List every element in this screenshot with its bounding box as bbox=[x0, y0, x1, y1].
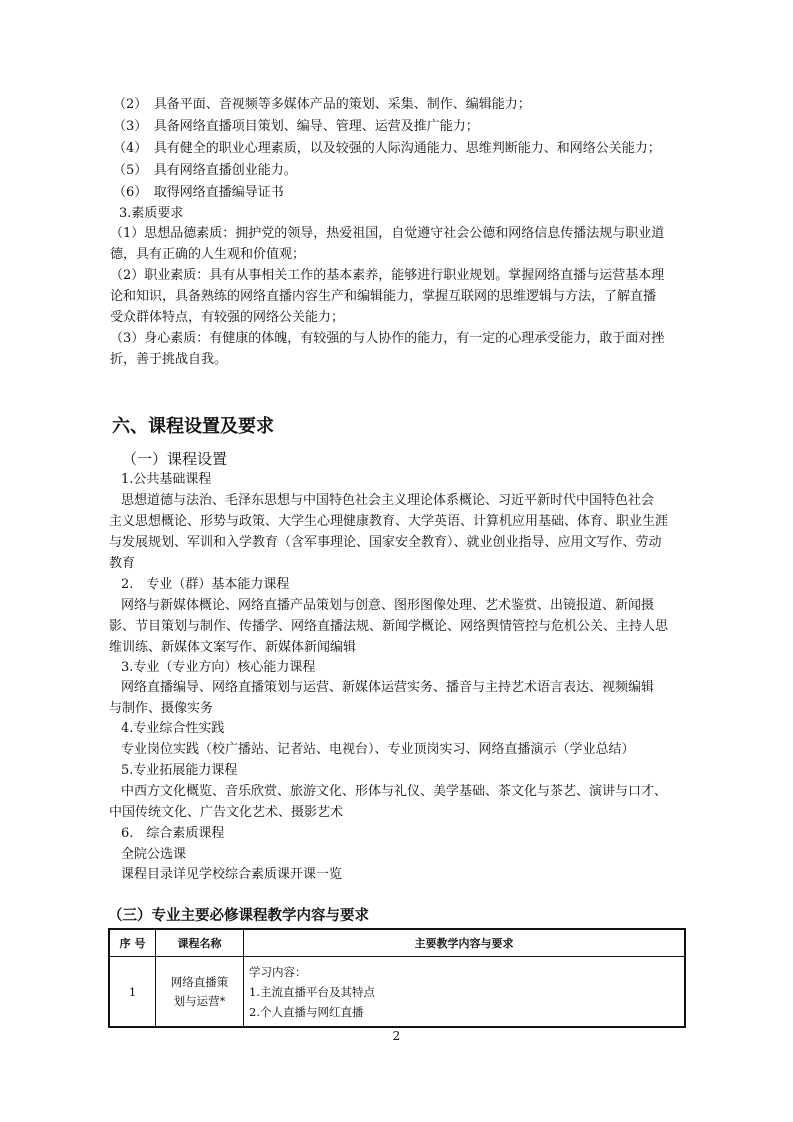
ability-item: （4） 具有健全的职业心理素质，以及较强的人际沟通能力、思维判断能力、和网络公关能力； bbox=[113, 141, 661, 156]
content-line: 2.个人直播与网红直播 bbox=[249, 1005, 364, 1019]
course-line: 教育 bbox=[109, 556, 136, 571]
subsection-title: （三）专业主要必修课程教学内容与要求 bbox=[108, 908, 369, 924]
course-content-cell bbox=[244, 957, 686, 1028]
section-title: 六、课程设置及要求 bbox=[112, 416, 274, 437]
col-header-content: 主要教学内容与要求 bbox=[244, 929, 686, 957]
course-name-line: 划与运营* bbox=[173, 993, 226, 1008]
subsection-title: （一）课程设置 bbox=[122, 450, 228, 468]
course-line: 全院公选课 bbox=[121, 847, 187, 862]
table-row bbox=[109, 957, 685, 1028]
quality-line: 德，具有正确的人生观和价值观； bbox=[110, 247, 306, 262]
course-category: 1.公共基础课程 bbox=[121, 472, 212, 487]
ability-item: （6） 取得网络直播编导证书 bbox=[113, 185, 284, 200]
course-name-cell bbox=[156, 957, 244, 1028]
quality-line: 论和知识，具备熟练的网络直播内容生产和编辑能力，掌握互联网的思维逻辑与方法，了解直播 bbox=[110, 289, 657, 304]
course-line: 课程目录详见学校综合素质课开课一览 bbox=[121, 867, 343, 882]
ability-item: （3） 具备网络直播项目策划、编导、管理、运营及推广能力； bbox=[113, 119, 479, 134]
course-line: 中西方文化概览、音乐欣赏、旅游文化、形体与礼仪、美学基础、茶文化与茶艺、演讲与口才、 bbox=[121, 784, 668, 799]
ability-item: （2） 具备平面、音视频等多媒体产品的策划、采集、制作、编辑能力； bbox=[113, 97, 531, 112]
course-line: 思想道德与法治、毛泽东思想与中国特色社会主义理论体系概论、习近平新时代中国特色社会 bbox=[121, 493, 655, 508]
quality-heading: 3.素质要求 bbox=[119, 206, 184, 221]
course-line: 网络直播编导、网络直播策划与运营、新媒体运营实务、播音与主持艺术语言表达、视频编辑 bbox=[121, 680, 655, 695]
content-line: 1.主流直播平台及其特点 bbox=[249, 985, 375, 999]
course-category: 4.专业综合性实践 bbox=[121, 721, 225, 736]
course-category: 6. 综合素质课程 bbox=[121, 826, 225, 841]
course-category: 5.专业拓展能力课程 bbox=[121, 763, 238, 778]
page-number: 2 bbox=[392, 1029, 401, 1043]
quality-line: （2）职业素质：具有从事相关工作的基本素养，能够进行职业规划。掌握网络直播与运营基本理 bbox=[110, 268, 665, 283]
course-line: 主义思想概论、形势与政策、大学生心理健康教育、大学英语、计算机应用基础、体育、职业生涯 bbox=[109, 514, 669, 529]
row-number: 1 bbox=[109, 957, 156, 1028]
course-line: 维训练、新媒体文案写作、新媒体新闻编辑 bbox=[109, 640, 357, 655]
content-line: 学习内容： bbox=[249, 965, 307, 979]
table-header-row bbox=[109, 929, 685, 957]
col-header-course-name: 课程名称 bbox=[156, 929, 244, 957]
course-name-line: 网络直播策 bbox=[170, 974, 229, 989]
ability-item: （5） 具有网络直播创业能力。 bbox=[113, 163, 297, 178]
quality-line: 受众群体特点，有较强的网络公关能力； bbox=[110, 310, 345, 325]
course-category: 3.专业（专业方向）核心能力课程 bbox=[121, 660, 316, 675]
course-line: 专业岗位实践（校广播站、记者站、电视台）、专业顶岗实习、网络直播演示（学业总结） bbox=[121, 742, 635, 757]
quality-line: 折，善于挑战自我。 bbox=[110, 352, 228, 367]
quality-line: （1）思想品德素质：拥护党的领导，热爱祖国，自觉遵守社会公德和网络信息传播法规与职业道 bbox=[110, 226, 665, 241]
course-line: 影、节目策划与制作、传播学、网络直播法规、新闻学概论、网络舆情管控与危机公关、主持人思 bbox=[109, 619, 669, 634]
course-line: 与发展规划、军训和入学教育（含军事理论、国家安全教育）、就业创业指导、应用文写作、劳动 bbox=[109, 535, 662, 550]
quality-line: （3）身心素质：有健康的体魄，有较强的与人协作的能力，有一定的心理承受能力，敢于面对挫 bbox=[110, 331, 665, 346]
course-category: 2. 专业（群）基本能力课程 bbox=[121, 577, 290, 592]
course-line: 与制作、摄像实务 bbox=[109, 701, 214, 716]
course-line: 网络与新媒体概论、网络直播产品策划与创意、图形图像处理、艺术鉴赏、出镜报道、新闻摄 bbox=[121, 598, 655, 613]
col-header-number: 序 号 bbox=[109, 929, 156, 957]
course-line: 中国传统文化、广告文化艺术、摄影艺术 bbox=[109, 805, 344, 820]
course-table bbox=[108, 928, 686, 1028]
